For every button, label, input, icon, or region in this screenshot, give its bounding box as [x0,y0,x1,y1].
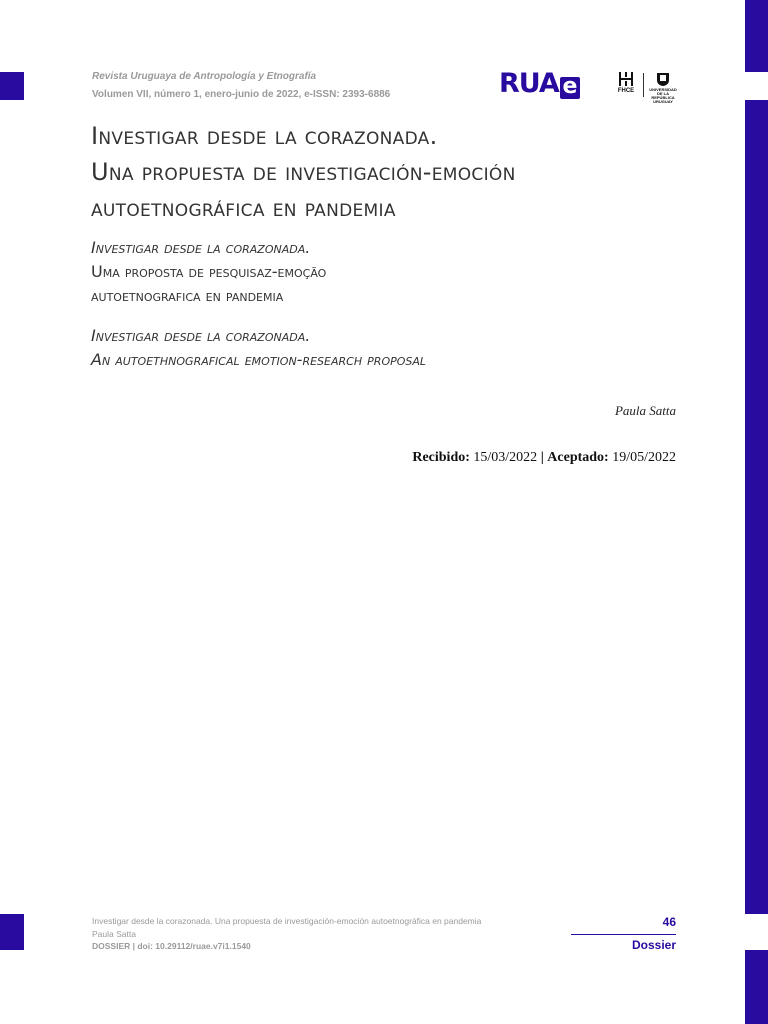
ruae-logo [499,68,581,101]
right-accent-bar-2 [745,100,768,914]
received-date: 15/03/2022 [473,450,538,465]
title-es-line-3: autoetnográfica en pandemia [91,194,396,222]
author-name: Paula Satta [614,403,676,418]
footer-doi: DOSSIER | doi: 10.29112/ruae.v7i1.1540 [92,941,251,951]
left-accent-bar-top [0,72,24,100]
udelar-logo [648,72,678,104]
title-es-line-1: Investigar desde la corazonada. [91,122,438,150]
udelar-label: UNIVERSIDAD DE LA REPÚBLICA URUGUAY [649,87,677,104]
logo-divider [643,73,644,97]
section-label: Dossier [631,938,676,952]
ruae-logo-e: e [560,77,580,99]
page-number: 46 [662,915,676,929]
title-pt-line-1: Investigar desde la corazonada. [91,238,311,257]
article-title-es [91,118,691,226]
submission-dates [412,450,676,466]
title-es-line-2: Una propuesta de investigación-emoción [91,158,516,186]
footer-article-title: Investigar desde la corazonada. Una propuesta de investigación-emoción autoetnográfica en pandemia [92,916,482,926]
fhce-mark-icon [618,72,634,86]
fhce-label: FHCE [617,88,635,94]
received-label: Recibido: [412,450,470,465]
accepted-label: Aceptado: [547,450,609,465]
title-en-line-2: An autoethnografical emotion-research proposal [91,350,427,369]
accepted-date: 19/05/2022 [612,450,676,465]
journal-name: Revista Uruguaya de Antropología y Etnografía [92,71,317,82]
article-title-en [91,324,711,372]
journal-volume: Volumen VII, número 1, enero-junio de 2022, e-ISSN: 2393-6886 [92,89,391,100]
title-pt-line-3: autoetnografica en pandemia [91,286,284,305]
fhce-logo [612,72,640,100]
right-accent-bar-1 [745,0,768,72]
article-title-pt [91,236,711,308]
title-pt-line-2: Uma proposta de pesquisaz-emoção [91,262,327,281]
left-accent-bar-bottom [0,914,24,950]
footer-author: Paula Satta [92,929,136,939]
footer-divider [571,934,676,935]
ruae-logo-text: RUA [499,68,559,99]
right-accent-bar-3 [745,950,768,1024]
dates-separator: | [540,450,544,465]
udelar-shield-icon [656,72,670,86]
title-en-line-1: Investigar desde la corazonada. [91,326,311,345]
